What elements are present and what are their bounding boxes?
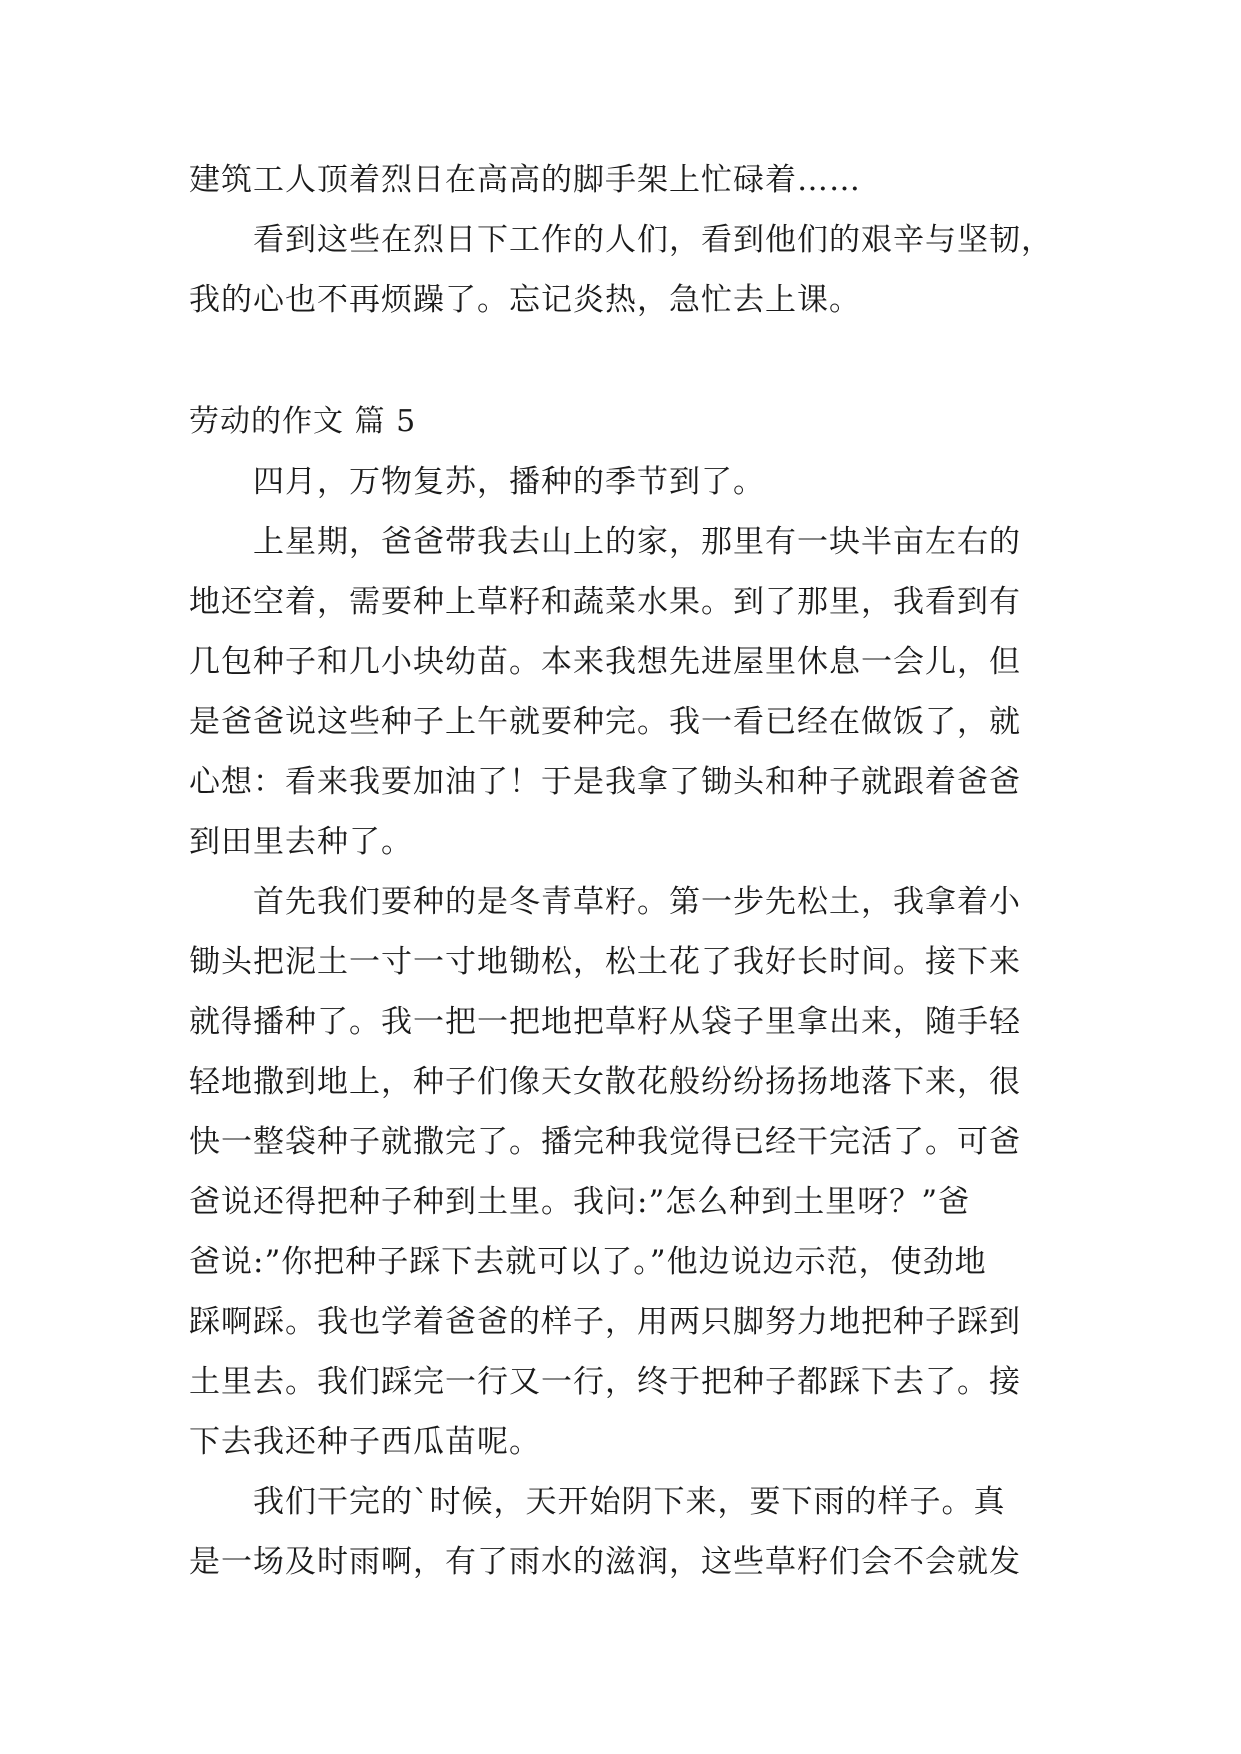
section-title [189, 392, 1049, 452]
section-title-text: 劳动的作文 篇 5 [189, 404, 417, 439]
text-line: 几包种子和几小块幼苗。本来我想先进屋里休息一会儿，但 [189, 644, 1021, 680]
text-line: 土里去。我们踩完一行又一行，终于把种子都踩下去了。接 [189, 1364, 1021, 1400]
text-line: 建筑工人顶着烈日在高高的脚手架上忙碌着…… [189, 162, 861, 198]
text-line: 地还空着，需要种上草籽和蔬菜水果。到了那里，我看到有 [189, 584, 1021, 620]
text-line: 我们干完的`时候，天开始阴下来，要下雨的样子。真 [253, 1484, 1006, 1520]
text-line: 下去我还种子西瓜苗呢。 [189, 1424, 541, 1460]
text-line: 轻地撒到地上，种子们像天女散花般纷纷扬扬地落下来，很 [189, 1064, 1021, 1100]
text-line: 看到这些在烈日下工作的人们，看到他们的艰辛与坚韧， [253, 222, 1053, 258]
text-line: 首先我们要种的是冬青草籽。第一步先松土，我拿着小 [253, 884, 1021, 920]
text-line: 心想：看来我要加油了！于是我拿了锄头和种子就跟着爸爸 [189, 764, 1021, 800]
text-line: 是爸爸说这些种子上午就要种完。我一看已经在做饭了，就 [189, 704, 1021, 740]
essay-body [189, 452, 1049, 1592]
text-line: 爸说还得把种子种到土里。我问:”怎么种到土里呀？”爸 [189, 1184, 971, 1220]
text-line: 踩啊踩。我也学着爸爸的样子，用两只脚努力地把种子踩到 [189, 1304, 1021, 1340]
text-line: 我的心也不再烦躁了。忘记炎热，急忙去上课。 [189, 282, 861, 318]
text-line: 到田里去种了。 [189, 824, 413, 860]
text-line: 四月，万物复苏，播种的季节到了。 [253, 464, 765, 500]
text-line: 就得播种了。我一把一把地把草籽从袋子里拿出来，随手轻 [189, 1004, 1021, 1040]
text-line: 上星期，爸爸带我去山上的家，那里有一块半亩左右的 [253, 524, 1021, 560]
text-line: 是一场及时雨啊，有了雨水的滋润，这些草籽们会不会就发 [189, 1544, 1021, 1580]
top-paragraphs [189, 150, 1053, 330]
text-line: 锄头把泥土一寸一寸地锄松，松土花了我好长时间。接下来 [189, 944, 1021, 980]
text-line: 快一整袋种子就撒完了。播完种我觉得已经干完活了。可爸 [189, 1124, 1021, 1160]
text-line: 爸说:”你把种子踩下去就可以了。”他边说边示范，使劲地 [189, 1244, 987, 1280]
